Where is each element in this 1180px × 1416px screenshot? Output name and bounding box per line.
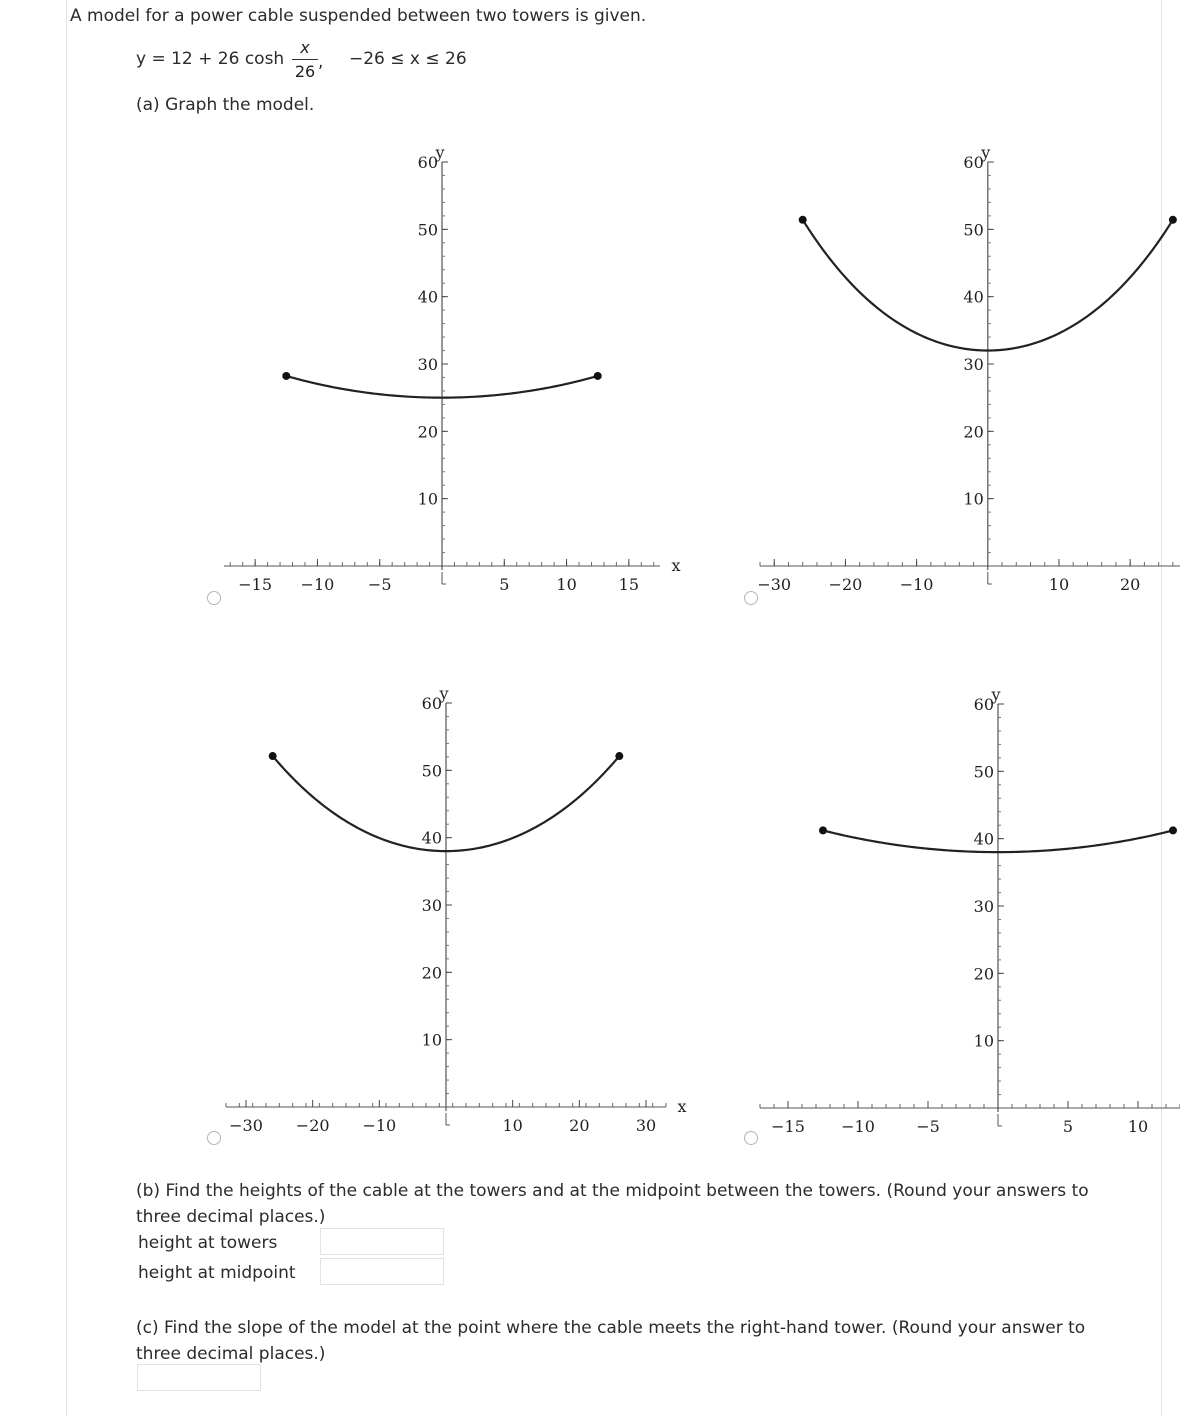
slope-input[interactable] (137, 1364, 261, 1391)
y-axis-label: y (435, 143, 445, 162)
radio-graph-bottom-left[interactable] (207, 1131, 221, 1145)
y-tick-label: 10 (417, 489, 438, 509)
y-tick-label: 30 (963, 355, 984, 374)
x-tick-label: 5 (1062, 1117, 1074, 1136)
x-tick-label: 20 (569, 1116, 590, 1135)
y-tick-label: 30 (417, 355, 438, 374)
height-at-towers-input[interactable] (320, 1228, 444, 1255)
fraction-bar (292, 59, 318, 60)
left-tower-point (269, 752, 277, 760)
x-tick-label: 30 (635, 1116, 657, 1135)
x-tick-label: −10 (841, 1117, 875, 1136)
radio-graph-top-left[interactable] (207, 591, 221, 605)
x-axis-label: x (677, 1097, 687, 1116)
x-tick-label: −10 (362, 1116, 397, 1135)
x-tick-label: −15 (238, 575, 273, 594)
x-tick-label: −30 (757, 575, 792, 594)
height-at-midpoint-label: height at midpoint (138, 1263, 296, 1283)
y-tick-label: 10 (963, 489, 984, 509)
height-at-midpoint-input[interactable] (320, 1258, 444, 1285)
y-tick-label: 50 (963, 220, 984, 240)
y-tick-label: 40 (417, 287, 438, 307)
left-tower-point (819, 826, 827, 834)
right-tower-point (1169, 216, 1177, 224)
radio-graph-bottom-right[interactable] (744, 1131, 758, 1145)
graph-option-bottom-right (738, 660, 1180, 1150)
y-tick-label: 50 (421, 761, 442, 781)
height-at-towers-label: height at towers (138, 1233, 278, 1253)
y-tick-label: 60 (973, 695, 994, 714)
x-tick-label: −10 (899, 575, 934, 594)
y-tick-label: 30 (421, 896, 442, 915)
x-tick-label: −20 (295, 1116, 330, 1135)
equation-comma: , (318, 52, 324, 72)
x-tick-label: −5 (916, 1117, 940, 1136)
equation-lhs: y = 12 + 26 cosh (136, 49, 285, 69)
y-tick-label: 60 (421, 694, 442, 713)
x-tick-label: 20 (1119, 575, 1141, 594)
left-tower-point (799, 216, 807, 224)
fraction-denominator: 26 (294, 62, 316, 81)
x-tick-label: 10 (1127, 1117, 1149, 1136)
y-tick-label: 60 (963, 153, 984, 172)
y-axis-label: y (991, 685, 1001, 704)
x-axis-label: x (671, 556, 681, 575)
x-tick-label: −15 (771, 1117, 805, 1136)
x-tick-label: 10 (556, 575, 577, 594)
y-tick-label: 10 (973, 1031, 994, 1051)
graph-option-top-right (738, 120, 1180, 620)
x-tick-label: −20 (828, 575, 863, 594)
problem-intro: A model for a power cable suspended between two towers is given. (70, 6, 647, 26)
y-tick-label: 40 (963, 287, 984, 307)
y-tick-label: 50 (973, 762, 994, 782)
radio-graph-top-right[interactable] (744, 591, 758, 605)
fraction-numerator: x (300, 38, 310, 57)
y-tick-label: 50 (417, 220, 438, 240)
graph-option-bottom-left (200, 660, 700, 1150)
part-a-label: (a) Graph the model. (136, 95, 315, 115)
part-b-prompt: (b) Find the heights of the cable at the towers and at the midpoint between the towers. (Round your answers to three decimal places.) (136, 1181, 1089, 1227)
y-tick-label: 20 (421, 963, 442, 983)
x-tick-label: −30 (229, 1116, 263, 1135)
equation-domain: −26 ≤ x ≤ 26 (349, 49, 467, 69)
y-tick-label: 40 (421, 828, 442, 848)
y-axis-label: y (439, 684, 449, 703)
x-tick-label: 10 (502, 1116, 523, 1135)
left-tower-point (282, 372, 290, 380)
x-tick-label: −5 (367, 575, 392, 594)
x-tick-label: 10 (1048, 575, 1070, 594)
y-tick-label: 30 (973, 897, 994, 916)
part-c-prompt: (c) Find the slope of the model at the point where the cable meets the right-hand tower. (Round your answer to three decimal places.) (136, 1318, 1086, 1364)
x-tick-label: 5 (499, 575, 510, 594)
y-tick-label: 10 (421, 1030, 442, 1050)
right-tower-point (615, 752, 623, 760)
y-tick-label: 20 (417, 422, 438, 442)
graph-option-top-left (200, 120, 700, 620)
right-tower-point (1169, 826, 1177, 834)
y-tick-label: 60 (417, 153, 438, 172)
x-tick-label: −10 (300, 575, 335, 594)
x-tick-label: 15 (618, 575, 640, 594)
y-tick-label: 40 (973, 829, 994, 849)
y-tick-label: 20 (973, 964, 994, 984)
y-tick-label: 20 (963, 422, 984, 442)
y-axis-label: y (981, 143, 991, 162)
right-tower-point (594, 372, 602, 380)
